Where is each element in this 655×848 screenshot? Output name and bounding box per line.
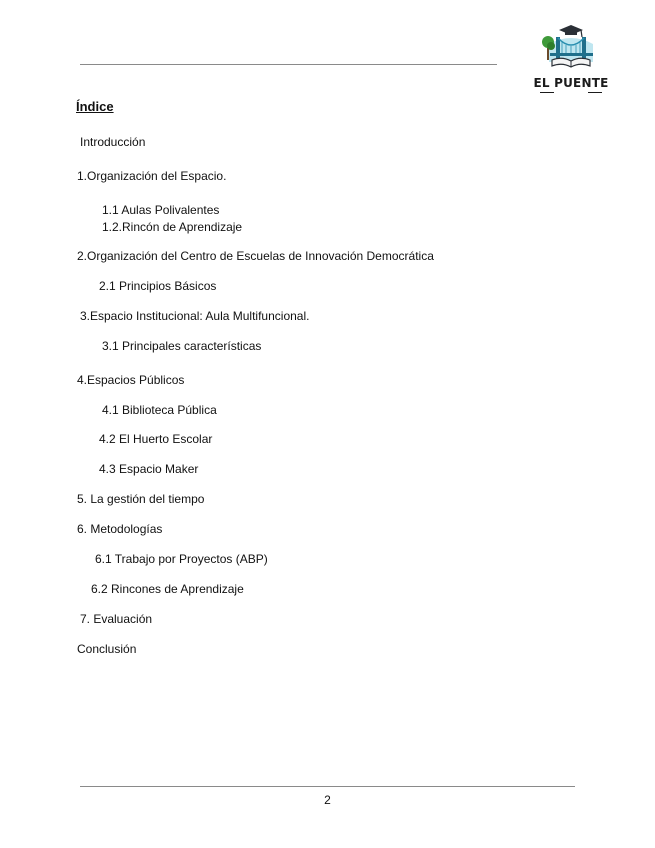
toc-item-5: 5. La gestión del tiempo	[77, 492, 205, 506]
toc-item-6: 6. Metodologías	[77, 522, 163, 536]
toc-item-4-3: 4.3 Espacio Maker	[99, 462, 199, 476]
toc-title: Índice	[76, 99, 114, 114]
toc-item-6-2: 6.2 Rincones de Aprendizaje	[91, 582, 244, 596]
toc-item-2-1: 2.1 Principios Básicos	[99, 279, 217, 293]
bridge-logo-icon	[540, 22, 602, 76]
footer-divider	[80, 786, 575, 787]
el-puente-logo	[528, 22, 614, 94]
toc-item-6-1: 6.1 Trabajo por Proyectos (ABP)	[95, 552, 268, 566]
toc-item-introduction: Introducción	[80, 135, 146, 149]
logo-text: EL PUENTE	[533, 76, 609, 90]
toc-item-4-2: 4.2 El Huerto Escolar	[99, 432, 213, 446]
header-divider	[80, 64, 497, 65]
toc-item-2: 2.Organización del Centro de Escuelas de Innovación Democrática	[77, 249, 434, 263]
toc-item-1: 1.Organización del Espacio.	[77, 169, 227, 183]
toc-item-4: 4.Espacios Públicos	[77, 373, 185, 387]
toc-item-1-2: 1.2.Rincón de Aprendizaje	[102, 220, 243, 234]
toc-item-conclusion: Conclusión	[77, 642, 137, 656]
toc-item-4-1: 4.1 Biblioteca Pública	[102, 403, 217, 417]
logo-underline-right	[588, 92, 602, 93]
toc-item-3-1: 3.1 Principales características	[102, 339, 262, 353]
toc-item-7: 7. Evaluación	[80, 612, 153, 626]
toc-item-1-1: 1.1 Aulas Polivalentes	[102, 203, 220, 217]
toc-item-3: 3.Espacio Institucional: Aula Multifuncional.	[80, 309, 310, 323]
page-number: 2	[324, 793, 331, 807]
logo-underline-left	[540, 92, 554, 93]
